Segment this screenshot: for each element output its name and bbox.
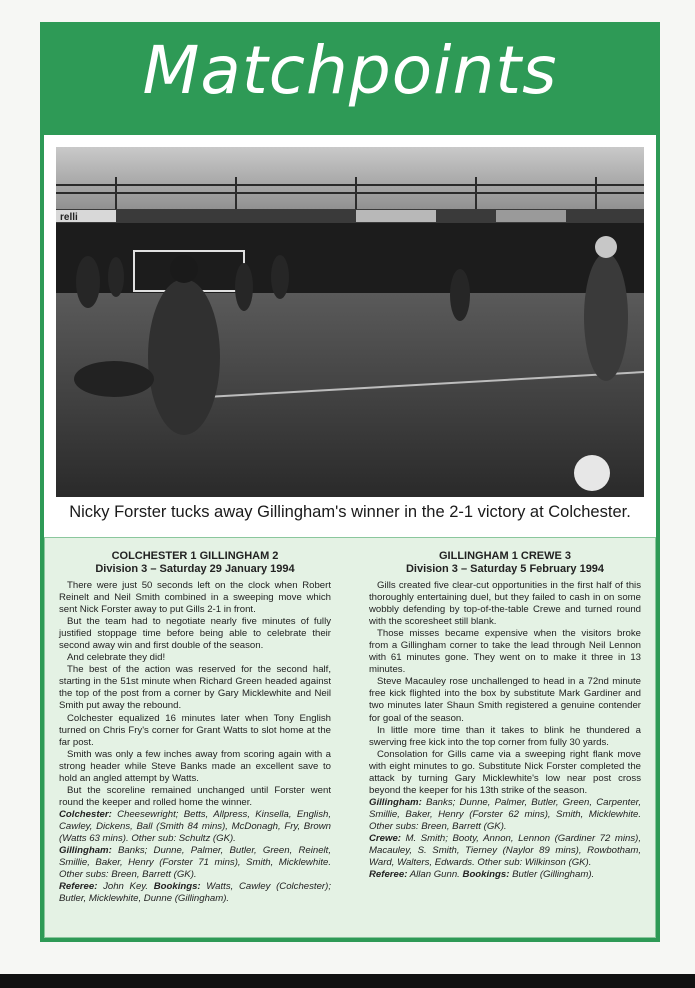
board-text: relli [60,212,78,223]
referee-name: John Key. [97,881,154,893]
lineup-gillingham [59,845,331,881]
report-paragraph: And celebrate they did! [67,652,166,664]
referee-line [59,881,331,905]
lineup-players: M. Smith; Booty, Annon, Lennon (Gardiner 72 mins), Macauley, S. Smith, Tierney (Naylor 89 mins), Rowbotham, Ward, Walters, Edwards. Other sub: Wilkinson (GK). [369,832,641,869]
page-frame [40,22,660,942]
report-paragraph: Those misses became expensive when the visitors broke from a Gillingham corner to take the lead through Neil Lennon with 61 minutes gone. They went on to make it three in 13 minutes. [369,628,641,676]
lineup-label: Colchester: [59,808,112,820]
bookings-label: Bookings: [153,881,201,893]
bookings-list: Watts, Cawley (Colchester); Butler, Micklewhite, Dunne (Gillingham). [59,881,331,905]
report-paragraph: In little more time than it takes to blink he thundered a swerving free kick into the top corner from fully 30 yards. [369,724,641,748]
report-heading: COLCHESTER 1 GILLINGHAM 2 [111,550,279,562]
report-paragraph: Smith was only a few inches away from scoring again with a strong header while Steve Banks made an excellent save to hold an angled attempt by Watts. [59,748,331,784]
main-stand [56,223,644,293]
photo-caption: Nicky Forster tucks away Gillingham's winner in the 2-1 victory at Colchester. [69,503,631,521]
lineup-label: Gillingham: [369,796,422,808]
pitch [56,293,644,497]
report-subheading: Division 3 – Saturday 5 February 1994 [405,563,605,575]
report-heading: GILLINGHAM 1 CREWE 3 [438,550,571,562]
report-paragraph: The best of the action was reserved for the second half, starting in the 51st minute when Richard Green headed against the top of the post from a corner by Gary Micklewhite and Neil Smith put away the rebound. [59,664,331,712]
lineup-crewe [369,833,641,869]
report-paragraph: There were just 50 seconds left on the clock when Robert Reinelt and Neil Smith combined in a sweeping move which sent Nick Forster away to put Gills 2-1 in front. [59,580,331,616]
football [574,455,610,491]
report-paragraph: Steve Macauley rose unchallenged to head in a 72nd minute free kick flighted into the box by substitute Mark Gardiner and two minutes later Shaun Smith registered a genuine contender for goal of the season. [369,676,641,724]
masthead [40,22,660,126]
referee-line [369,869,641,881]
photo-panel [44,135,656,555]
report-gillingham-crewe [369,550,641,881]
lineup-players: Banks; Dunne, Palmer, Butler, Green, Carpenter, Smillie, Baker, Henry (Forster 62 mins), Smith, Micklewhite. Other subs: Breen, Barrett (GK). [369,796,641,832]
lineup-players: Banks; Dunne, Palmer, Butler, Green, Reinelt, Smillie, Baker, Henry (Forster 71 mins), Smith, Micklewhite. Other subs: Breen, Barrett (GK). [59,845,331,881]
report-paragraph: But the scoreline remained unchanged until Forster went round the keeper and rolled home the winner. [59,784,331,808]
bookings-label: Bookings: [462,869,510,881]
lineup-colchester [59,809,331,845]
bookings-list: Butler (Gillingham). [509,869,595,881]
lineup-players: Cheesewright; Betts, Allpress, Kinsella, English, Cawley, Dickens, Ball (Smith 84 mins), McDonagh, Fry, Brown (Watts 63 mins). Other sub: Schultz (GK). [59,808,331,844]
referee-label: Referee: [59,881,98,893]
referee-label: Referee: [369,869,408,881]
report-paragraph: Colchester equalized 16 minutes later when Tony English turned on Chris Fry's corner for Grant Watts to slot home at the far post. [59,712,331,748]
report-subheading: Division 3 – Saturday 29 January 1994 [95,563,295,575]
report-paragraph: Gills created five clear-cut opportunities in the first half of this thoroughly entertaining duel, but they failed to cash in on some wobbly defending by top-of-the-table Crewe and turned round with the scoresheet still blank. [369,580,641,628]
scan-edge [0,974,695,988]
match-reports-panel [44,537,656,938]
lineup-gillingham [369,797,641,833]
match-photo [56,147,644,497]
lineup-label: Gillingham: [59,845,112,857]
report-colchester-gillingham [59,550,331,905]
referee-name: Allan Gunn. [407,869,463,881]
report-paragraph: Consolation for Gills came via a sweeping right flank move with eight minutes to go. Substitute Nick Forster completed the attack by turning Gary Micklewhite's low near post cross beyond the keeper for his 13th strike of the season. [369,748,641,796]
page-title: Matchpoints [142,32,558,109]
lineup-label: Crewe: [369,832,401,844]
report-paragraph: But the team had to negotiate nearly five minutes of fully justified stoppage time before being able to celebrate their second away win and first double of the season. [59,616,331,652]
